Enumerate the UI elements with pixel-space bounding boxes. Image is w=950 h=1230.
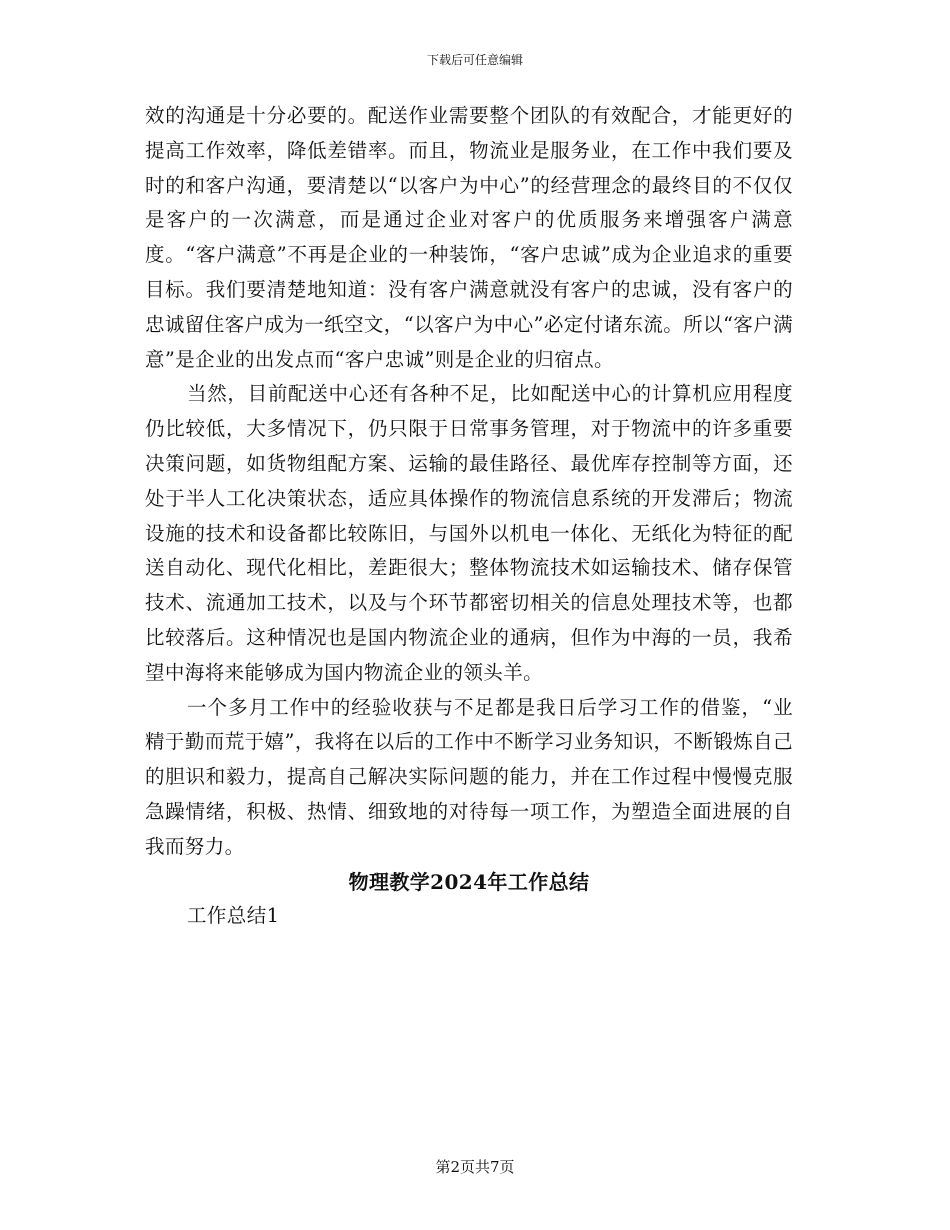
paragraph-continuation: 效的沟通是十分必要的。配送作业需要整个团队的有效配合，才能更好的提高工作效率，降低差错率。而且，物流业是服务业，在工作中我们要及时的和客户沟通，要清楚以“以客户为中心”的经营理念的最终目的不仅仅是客户的一次满意，而是通过企业对客户的优质服务来增强客户满意度。“客户满意”不再是企业的一种装饰，“客户忠诚”成为企业追求的重要目标。我们要清楚地知道：没有客户满意就没有客户的忠诚，没有客户的忠诚留住客户成为一纸空文，“以客户为中心”必定付诸东流。所以“客户满意”是企业的出发点而“客户忠诚”则是企业的归宿点。 [145, 104, 794, 371]
page-header: 下载后可任意编辑 [426, 53, 523, 67]
paragraph-shortcomings: 当然，目前配送中心还有各种不足，比如配送中心的计算机应用程度仍比较低，大多情况下，仍只限于日常事务管理，对于物流中的许多重要决策问题，如货物组配方案、运输的最佳路径、最优库存控制等方面，还处于半人工化决策状态，适应具体操作的物流信息系统的开发滞后；物流设施的技术和设备都比较陈旧，与国外以机电一体化、无纸化为特征的配送自动化、现代化相比，差距很大；整体物流技术如运输技术、储存保管技术、流通加工技术，以及与个环节都密切相关的信息处理技术等，也都比较落后。这种情况也是国内物流企业的通病，但作为中海的一员，我希望中海将来能够成为国内物流企业的领头羊。 [145, 382, 793, 684]
page-number: 第2页共7页 [435, 1158, 515, 1176]
document-body [145, 99, 793, 934]
paragraph-conclusion: 一个多月工作中的经验收获与不足都是我日后学习工作的借鉴，“业精于勤而荒于嬉”，我将在以后的工作中不断学习业务知识，不断锻炼自己的胆识和毅力，提高自己解决实际问题的能力，并在工作过程中慢慢克服急躁情绪，积极、热情、细致地的对待每一项工作，为塑造全面进展的自我而努力。 [145, 695, 793, 858]
section-title: 物理教学2024年工作总结 [348, 869, 590, 894]
section-subheading: 工作总结1 [187, 904, 280, 928]
